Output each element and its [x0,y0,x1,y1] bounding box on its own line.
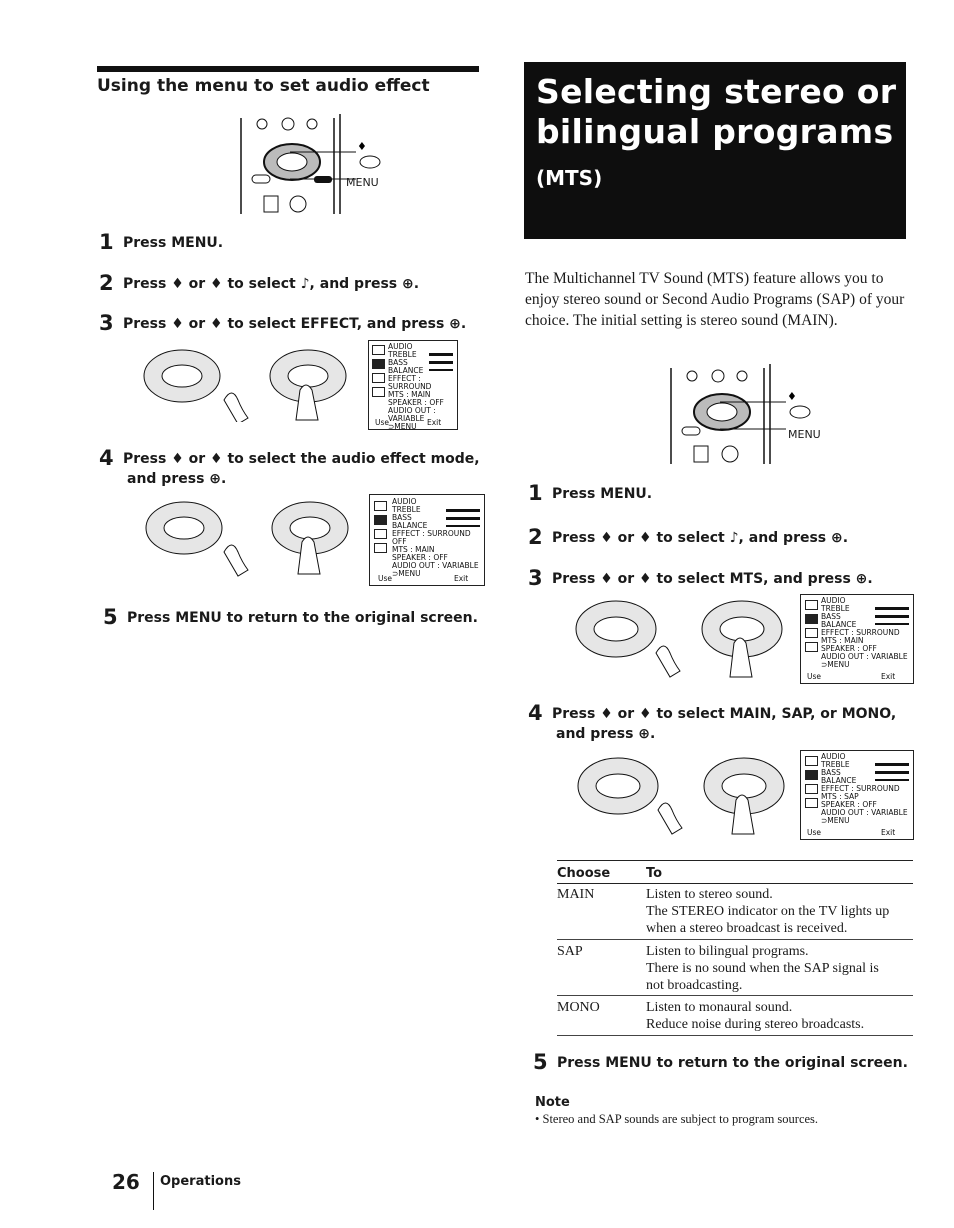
picture-icon [805,756,818,766]
menu-button-label: MENU [346,176,379,189]
timer-icon [374,529,387,539]
remote-control-illustration [660,364,830,468]
joystick-hand-illustration [572,595,794,681]
left-step-4-cont: and press ⊕. [127,471,227,487]
banner-title-line-2: bilingual programs [536,112,894,151]
column-header-choose: Choose [557,866,611,881]
setup-icon [805,798,818,808]
footer-section-label: Operations [160,1174,241,1189]
audio-icon [805,614,818,624]
svg-text:♦: ♦ [787,390,797,403]
footer-divider [153,1172,154,1210]
intro-paragraph: The Multichannel TV Sound (MTS) feature allows you to enjoy stereo sound or Second Audio Programs (SAP) of your choice. The initial setting is stereo sound (MAIN). [525,270,905,329]
section-banner [524,62,906,239]
timer-icon [805,628,818,638]
left-step-3: 3 Press ♦ or ♦ to select EFFECT, and press ⊕. [99,311,467,335]
svg-text:♦: ♦ [357,140,367,153]
note-text: • Stereo and SAP sounds are subject to program sources. [535,1112,819,1126]
audio-icon [805,770,818,780]
timer-icon [805,784,818,794]
setup-icon [372,387,385,397]
left-step-2: 2 Press ♦ or ♦ to select ♪, and press ⊕. [99,271,420,295]
left-step-5: 5 Press MENU to return to the original screen. [103,605,478,629]
audio-menu-screen: AUDIO TREBLE BASS BALANCE EFFECT : SURROUND MTS : SAP SPEAKER : OFF AUDIO OUT : VARIABLE ⊃MENU Use Exit [800,750,914,840]
right-step-4: 4 Press ♦ or ♦ to select MAIN, SAP, or MONO, [528,701,897,725]
timer-icon [372,373,385,383]
audio-icon [372,359,385,369]
left-step-4: 4 Press ♦ or ♦ to select the audio effect mode, [99,446,480,470]
table-header [557,860,913,884]
picture-icon [372,345,385,355]
audio-menu-screen: AUDIO TREBLE BASS BALANCE EFFECT : SURROUND MTS : MAIN SPEAKER : OFF AUDIO OUT : VARIABLE ⊃MENU Use Exit [368,340,458,430]
joystick-hand-illustration [142,494,362,580]
right-step-4-cont: and press ⊕. [556,726,656,742]
audio-icon [374,515,387,525]
picture-icon [374,501,387,511]
joystick-hand-illustration [574,752,796,838]
setup-icon [805,642,818,652]
banner-subtitle: (MTS) [536,166,603,190]
column-header-to: To [646,866,663,881]
right-step-3: 3 Press ♦ or ♦ to select MTS, and press ⊕. [528,566,873,590]
section-rule [97,66,479,72]
right-step-1: 1 Press MENU. [528,481,653,505]
right-step-2: 2 Press ♦ or ♦ to select ♪, and press ⊕. [528,525,849,549]
setup-icon [374,543,387,553]
menu-button-label: MENU [788,428,821,441]
audio-menu-screen: AUDIO TREBLE BASS BALANCE EFFECT : SURROUND MTS : MAIN SPEAKER : OFF AUDIO OUT : VARIABLE ⊃MENU Use Exit [800,594,914,684]
right-step-5: 5 Press MENU to return to the original screen. [533,1050,908,1074]
banner-title-line-1: Selecting stereo or [536,72,897,111]
left-step-1: 1 Press MENU. [99,230,224,254]
remote-control-illustration [230,114,400,218]
note-heading: Note [535,1095,570,1110]
joystick-hand-illustration [140,340,360,422]
audio-menu-screen: AUDIO TREBLE BASS BALANCE EFFECT : SURROUND OFF MTS : MAIN SPEAKER : OFF AUDIO OUT : VARIABLE ⊃MENU Use Exit [369,494,485,586]
picture-icon [805,600,818,610]
section-title: Using the menu to set audio effect [97,76,430,96]
page-number: 26 [112,1170,140,1194]
